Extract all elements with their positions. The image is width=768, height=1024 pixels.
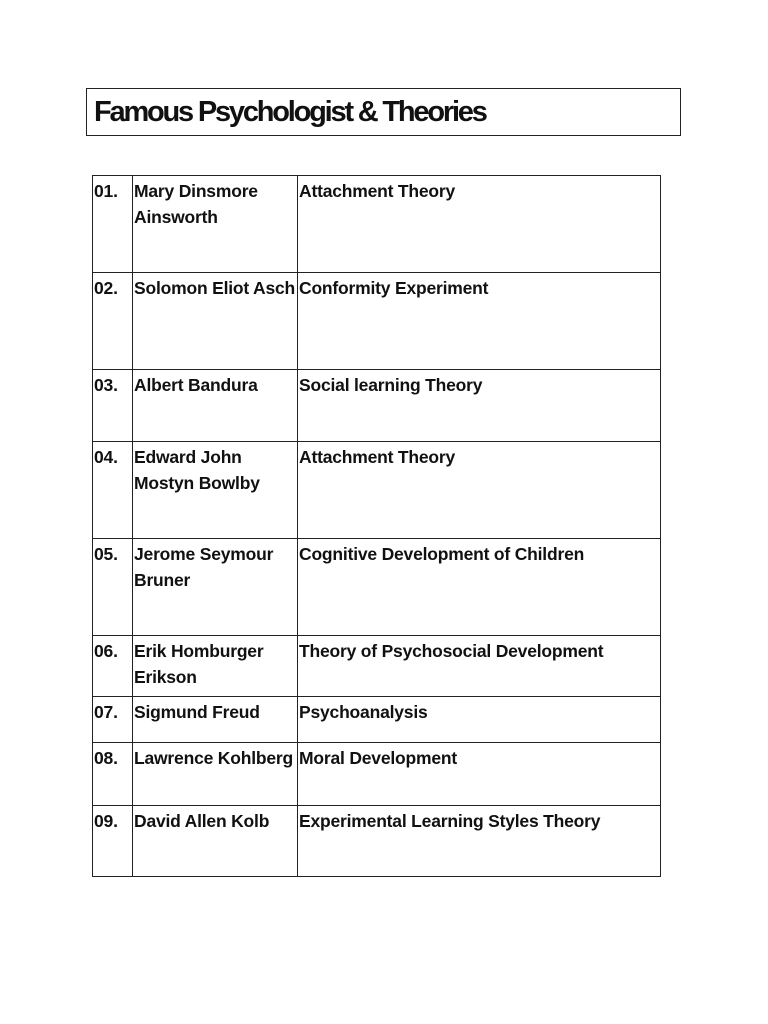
table-row [93,273,661,370]
theory-name: Moral Development [298,743,661,806]
theory-name: Cognitive Development of Children [298,539,661,636]
row-number: 08. [93,743,133,806]
page-title: Famous Psychologist & Theories [94,95,486,128]
row-number: 07. [93,697,133,743]
table-row [93,636,661,697]
table-row [93,539,661,636]
theory-name: Social learning Theory [298,370,661,442]
psychologist-name: Lawrence Kohlberg [133,743,298,806]
theory-name: Attachment Theory [298,176,661,273]
row-number: 04. [93,442,133,539]
psychologist-name: Albert Bandura [133,370,298,442]
table-row [93,176,661,273]
psychologist-name: Erik Homburger Erikson [133,636,298,697]
table-row [93,370,661,442]
row-number: 01. [93,176,133,273]
row-number: 03. [93,370,133,442]
psychologists-table [92,175,661,877]
title-box [86,88,681,136]
theory-name: Psychoanalysis [298,697,661,743]
theory-name: Attachment Theory [298,442,661,539]
psychologist-name: Solomon Eliot Asch [133,273,298,370]
psychologist-name: David Allen Kolb [133,806,298,877]
table-row [93,743,661,806]
theory-name: Experimental Learning Styles Theory [298,806,661,877]
row-number: 02. [93,273,133,370]
table-row [93,697,661,743]
psychologist-name: Sigmund Freud [133,697,298,743]
table-row [93,442,661,539]
theory-name: Theory of Psychosocial Development [298,636,661,697]
psychologist-name: Edward John Mostyn Bowlby [133,442,298,539]
table-row [93,806,661,877]
row-number: 05. [93,539,133,636]
row-number: 06. [93,636,133,697]
theory-name: Conformity Experiment [298,273,661,370]
psychologist-name: Jerome Seymour Bruner [133,539,298,636]
psychologist-name: Mary Dinsmore Ainsworth [133,176,298,273]
row-number: 09. [93,806,133,877]
